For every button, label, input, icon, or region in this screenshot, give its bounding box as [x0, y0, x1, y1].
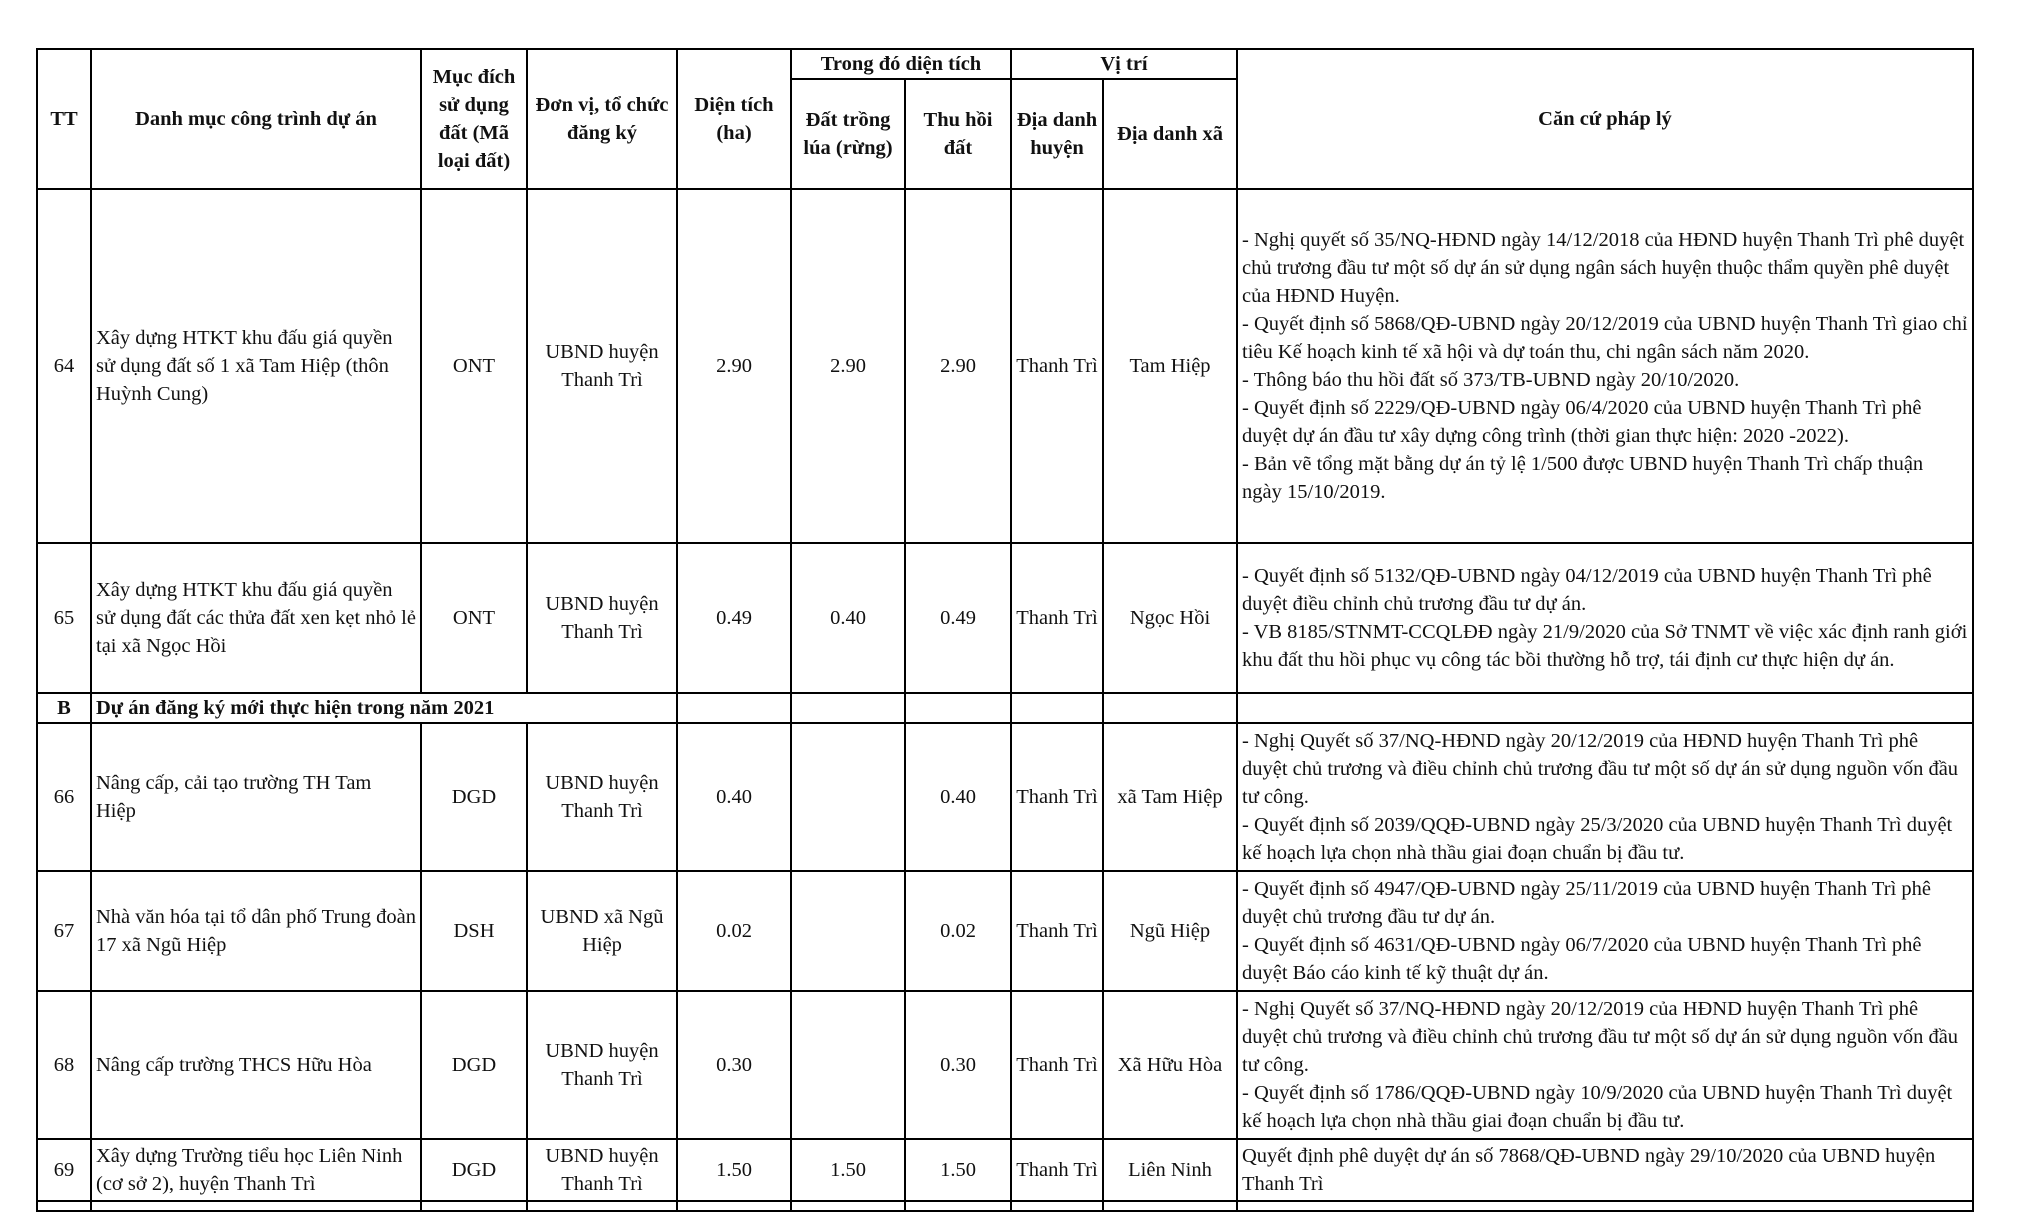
row-legal-basis — [1237, 189, 1973, 543]
row-rice-land: 0.40 — [791, 543, 905, 693]
empty-cell — [677, 1201, 791, 1211]
row-project: Xây dựng HTKT khu đấu giá quyền sử dụng đất các thửa đất xen kẹt nhỏ lẻ tại xã Ngọc Hồi — [91, 543, 421, 693]
row-project: Nâng cấp, cải tạo trường TH Tam Hiệp — [91, 723, 421, 871]
row-commune: xã Tam Hiệp — [1103, 723, 1237, 871]
row-commune: Xã Hữu Hòa — [1103, 991, 1237, 1139]
empty-cell — [1011, 1201, 1103, 1211]
empty-cell — [1237, 693, 1973, 723]
row-legal-basis — [1237, 991, 1973, 1139]
row-area: 0.40 — [677, 723, 791, 871]
section-label: B — [37, 693, 91, 723]
row-commune: Ngọc Hồi — [1103, 543, 1237, 693]
row-tt: 64 — [37, 189, 91, 543]
header-legal: Căn cứ pháp lý — [1237, 49, 1973, 189]
table-row — [37, 723, 1973, 871]
legal-line: - Quyết định số 4631/QĐ-UBND ngày 06/7/2020 của UBND huyện Thanh Trì phê duyệt Báo cáo kinh tế kỹ thuật dự án. — [1242, 934, 1922, 984]
header-location: Vị trí — [1011, 49, 1237, 79]
row-unit: UBND huyện Thanh Trì — [527, 1139, 677, 1201]
empty-cell — [791, 1201, 905, 1211]
empty-cell — [421, 1201, 527, 1211]
row-commune: Tam Hiệp — [1103, 189, 1237, 543]
section-title: Dự án đăng ký mới thực hiện trong năm 2021 — [91, 693, 677, 723]
legal-line: - Quyết định số 1786/QQĐ-UBND ngày 10/9/2020 của UBND huyện Thanh Trì duyệt kế hoạch lựa chọn nhà thầu giai đoạn chuẩn bị đầu tư. — [1242, 1082, 1953, 1132]
row-unit: UBND huyện Thanh Trì — [527, 723, 677, 871]
row-tt: 68 — [37, 991, 91, 1139]
row-project: Nâng cấp trường THCS Hữu Hòa — [91, 991, 421, 1139]
empty-cell — [1237, 1201, 1973, 1211]
header-district: Địa danh huyện — [1011, 79, 1103, 189]
land-use-project-table — [36, 48, 1974, 1212]
row-district: Thanh Trì — [1011, 543, 1103, 693]
header-project: Danh mục công trình dự án — [91, 49, 421, 189]
row-recovered: 0.30 — [905, 991, 1011, 1139]
row-district: Thanh Trì — [1011, 1139, 1103, 1201]
empty-cell — [37, 1201, 91, 1211]
empty-cell — [527, 1201, 677, 1211]
row-district: Thanh Trì — [1011, 871, 1103, 991]
legal-line: - Quyết định số 5868/QĐ-UBND ngày 20/12/2019 của UBND huyện Thanh Trì giao chỉ tiêu Kế hoạch kinh tế xã hội và dự toán thu, chi ngân sách năm 2020. — [1242, 313, 1968, 363]
row-recovered: 0.49 — [905, 543, 1011, 693]
header-commune: Địa danh xã — [1103, 79, 1237, 189]
empty-cell — [791, 693, 905, 723]
row-legal-basis — [1237, 543, 1973, 693]
table-row — [37, 1139, 1973, 1201]
empty-cell — [677, 693, 791, 723]
empty-cell — [905, 693, 1011, 723]
empty-cell — [91, 1201, 421, 1211]
header-within-area: Trong đó diện tích — [791, 49, 1011, 79]
header-area: Diện tích (ha) — [677, 49, 791, 189]
row-legal-basis — [1237, 871, 1973, 991]
legal-line: - Quyết định số 4947/QĐ-UBND ngày 25/11/2019 của UBND huyện Thanh Trì phê duyệt chủ trương đầu tư dự án. — [1242, 878, 1931, 928]
header-purpose: Mục đích sử dụng đất (Mã loại đất) — [421, 49, 527, 189]
row-district: Thanh Trì — [1011, 723, 1103, 871]
row-recovered: 1.50 — [905, 1139, 1011, 1201]
row-project: Xây dựng HTKT khu đấu giá quyền sử dụng đất số 1 xã Tam Hiệp (thôn Huỳnh Cung) — [91, 189, 421, 543]
row-commune: Ngũ Hiệp — [1103, 871, 1237, 991]
row-land-code: ONT — [421, 189, 527, 543]
empty-cell — [1103, 1201, 1237, 1211]
row-rice-land — [791, 723, 905, 871]
row-unit: UBND huyện Thanh Trì — [527, 189, 677, 543]
empty-cell — [905, 1201, 1011, 1211]
header-recovered: Thu hồi đất — [905, 79, 1011, 189]
header-unit: Đơn vị, tổ chức đăng ký — [527, 49, 677, 189]
row-area: 0.49 — [677, 543, 791, 693]
row-tt: 67 — [37, 871, 91, 991]
legal-line: - Quyết định số 2039/QQĐ-UBND ngày 25/3/2020 của UBND huyện Thanh Trì duyệt kế hoạch lựa chọn nhà thầu giai đoạn chuẩn bị đầu tư. — [1242, 814, 1953, 864]
row-rice-land: 2.90 — [791, 189, 905, 543]
table-row — [37, 543, 1973, 693]
legal-line: - Nghị Quyết số 37/NQ-HĐND ngày 20/12/2019 của HĐND huyện Thanh Trì phê duyệt chủ trương và điều chỉnh chủ trương đầu tư một số dự án sử dụng nguồn vốn đầu tư công. — [1242, 998, 1959, 1076]
header-tt: TT — [37, 49, 91, 189]
section-row — [37, 693, 1973, 723]
row-commune: Liên Ninh — [1103, 1139, 1237, 1201]
row-area: 0.02 — [677, 871, 791, 991]
row-land-code: DGD — [421, 991, 527, 1139]
row-land-code: ONT — [421, 543, 527, 693]
empty-cell — [1011, 693, 1103, 723]
row-land-code: DGD — [421, 723, 527, 871]
row-tt: 65 — [37, 543, 91, 693]
legal-line: - Nghị quyết số 35/NQ-HĐND ngày 14/12/2018 của HĐND huyện Thanh Trì phê duyệt chủ trương đầu tư một số dự án sử dụng ngân sách huyện thuộc thẩm quyền phê duyệt của HĐND Huyện. — [1242, 229, 1965, 307]
row-area: 2.90 — [677, 189, 791, 543]
legal-line: - VB 8185/STNMT-CCQLĐĐ ngày 21/9/2020 của Sở TNMT về việc xác định ranh giới khu đất thu hồi phục vụ công tác bồi thường hỗ trợ, tái định cư thực hiện dự án. — [1242, 621, 1968, 671]
table-row — [37, 991, 1973, 1139]
row-tt: 69 — [37, 1139, 91, 1201]
row-unit: UBND huyện Thanh Trì — [527, 991, 677, 1139]
row-legal-basis — [1237, 723, 1973, 871]
legal-line: - Thông báo thu hồi đất số 373/TB-UBND ngày 20/10/2020. — [1242, 369, 1740, 391]
row-land-code: DGD — [421, 1139, 527, 1201]
row-project: Xây dựng Trường tiểu học Liên Ninh (cơ sở 2), huyện Thanh Trì — [91, 1139, 421, 1201]
continuation-row — [37, 1201, 1973, 1211]
row-tt: 66 — [37, 723, 91, 871]
row-unit: UBND xã Ngũ Hiệp — [527, 871, 677, 991]
row-rice-land — [791, 871, 905, 991]
legal-line: Quyết định phê duyệt dự án số 7868/QĐ-UBND ngày 29/10/2020 của UBND huyện Thanh Trì — [1242, 1145, 1936, 1195]
table-row — [37, 871, 1973, 991]
row-recovered: 0.02 — [905, 871, 1011, 991]
row-recovered: 0.40 — [905, 723, 1011, 871]
legal-line: - Quyết định số 5132/QĐ-UBND ngày 04/12/2019 của UBND huyện Thanh Trì phê duyệt điều chỉnh chủ trương đầu tư dự án. — [1242, 565, 1932, 615]
row-legal-basis — [1237, 1139, 1973, 1201]
legal-line: - Bản vẽ tổng mặt bằng dự án tỷ lệ 1/500 được UBND huyện Thanh Trì chấp thuận ngày 15/10/2019. — [1242, 453, 1924, 503]
row-project: Nhà văn hóa tại tổ dân phố Trung đoàn 17 xã Ngũ Hiệp — [91, 871, 421, 991]
row-area: 1.50 — [677, 1139, 791, 1201]
row-area: 0.30 — [677, 991, 791, 1139]
row-rice-land: 1.50 — [791, 1139, 905, 1201]
empty-cell — [1103, 693, 1237, 723]
row-district: Thanh Trì — [1011, 991, 1103, 1139]
legal-line: - Nghị Quyết số 37/NQ-HĐND ngày 20/12/2019 của HĐND huyện Thanh Trì phê duyệt chủ trương và điều chỉnh chủ trương đầu tư một số dự án sử dụng nguồn vốn đầu tư công. — [1242, 730, 1959, 808]
header-rice-land: Đất trồng lúa (rừng) — [791, 79, 905, 189]
row-land-code: DSH — [421, 871, 527, 991]
row-district: Thanh Trì — [1011, 189, 1103, 543]
row-unit: UBND huyện Thanh Trì — [527, 543, 677, 693]
table-row — [37, 189, 1973, 543]
legal-line: - Quyết định số 2229/QĐ-UBND ngày 06/4/2020 của UBND huyện Thanh Trì phê duyệt dự án đầu tư xây dựng công trình (thời gian thực hiện: 2020 -2022). — [1242, 397, 1922, 447]
row-rice-land — [791, 991, 905, 1139]
row-recovered: 2.90 — [905, 189, 1011, 543]
